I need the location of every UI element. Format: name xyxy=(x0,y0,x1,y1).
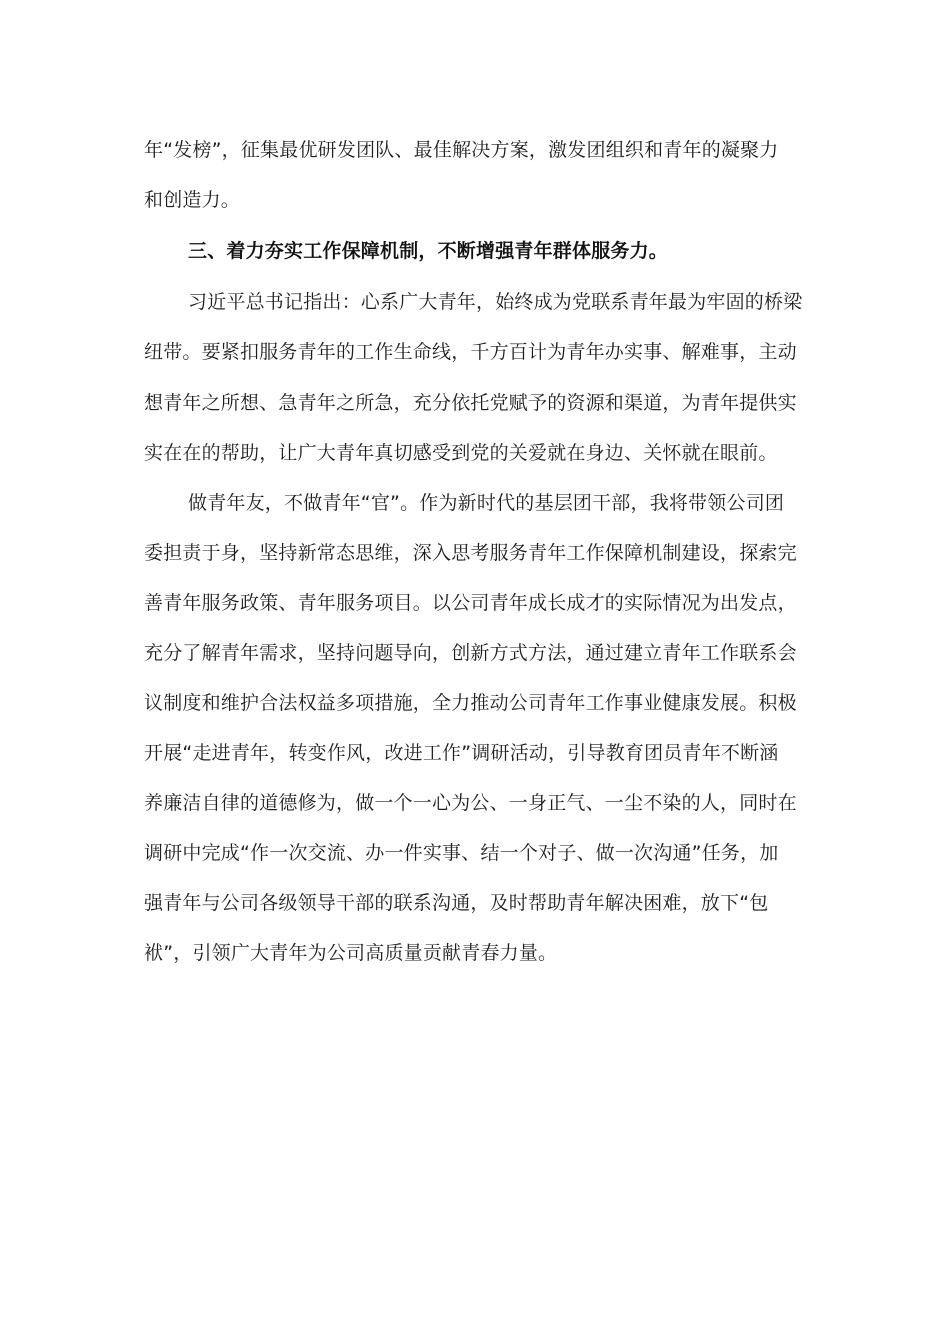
paragraph-line: 充分了解青年需求，坚持问题导向，创新方式方法，通过建立青年工作联系会 xyxy=(144,642,797,664)
paragraph-line: 委担责于身，坚持新常态思维，深入思考服务青年工作保障机制建设，探索完 xyxy=(144,542,797,564)
paragraph-line: 开展“走进青年，转变作风，改进工作”调研活动，引导教育团员青年不断涵 xyxy=(144,742,779,764)
paragraph-line: 年“发榜”，征集最优研发团队、最佳解决方案，激发团组织和青年的凝聚力 xyxy=(144,139,779,161)
paragraph-line: 实在在的帮助，让广大青年真切感受到党的关爱就在身边、关怀就在眼前。 xyxy=(144,442,778,464)
paragraph-line: 议制度和维护合法权益多项措施，全力推动公司青年工作事业健康发展。积极 xyxy=(144,692,797,714)
paragraph-line: 和创造力。 xyxy=(144,189,241,211)
paragraph-line: 想青年之所想、急青年之所急，充分依托党赋予的资源和渠道，为青年提供实 xyxy=(144,392,797,414)
section-heading: 三、着力夯实工作保障机制，不断增强青年群体服务力。 xyxy=(188,240,669,262)
paragraph-line: 善青年服务政策、青年服务项目。以公司青年成长成才的实际情况为出发点， xyxy=(144,592,797,614)
paragraph-line: 调研中完成“作一次交流、办一件实事、结一个对子、做一次沟通”任务，加 xyxy=(144,842,779,864)
paragraph-line: 袱”，引领广大青年为公司高质量贡献青春力量。 xyxy=(144,942,558,964)
paragraph-line: 强青年与公司各级领导干部的联系沟通，及时帮助青年解决困难，放下“包 xyxy=(144,892,769,914)
paragraph-line: 养廉洁自律的道德修为，做一个一心为公、一身正气、一尘不染的人，同时在 xyxy=(144,792,797,814)
paragraph-line: 做青年友，不做青年“官”。作为新时代的基层团干部，我将带领公司团 xyxy=(188,492,785,514)
paragraph-line: 习近平总书记指出：心系广大青年，始终成为党联系青年最为牢固的桥梁 xyxy=(188,291,803,313)
paragraph-line: 纽带。要紧扣服务青年的工作生命线，千方百计为青年办实事、解难事，主动 xyxy=(144,341,797,363)
